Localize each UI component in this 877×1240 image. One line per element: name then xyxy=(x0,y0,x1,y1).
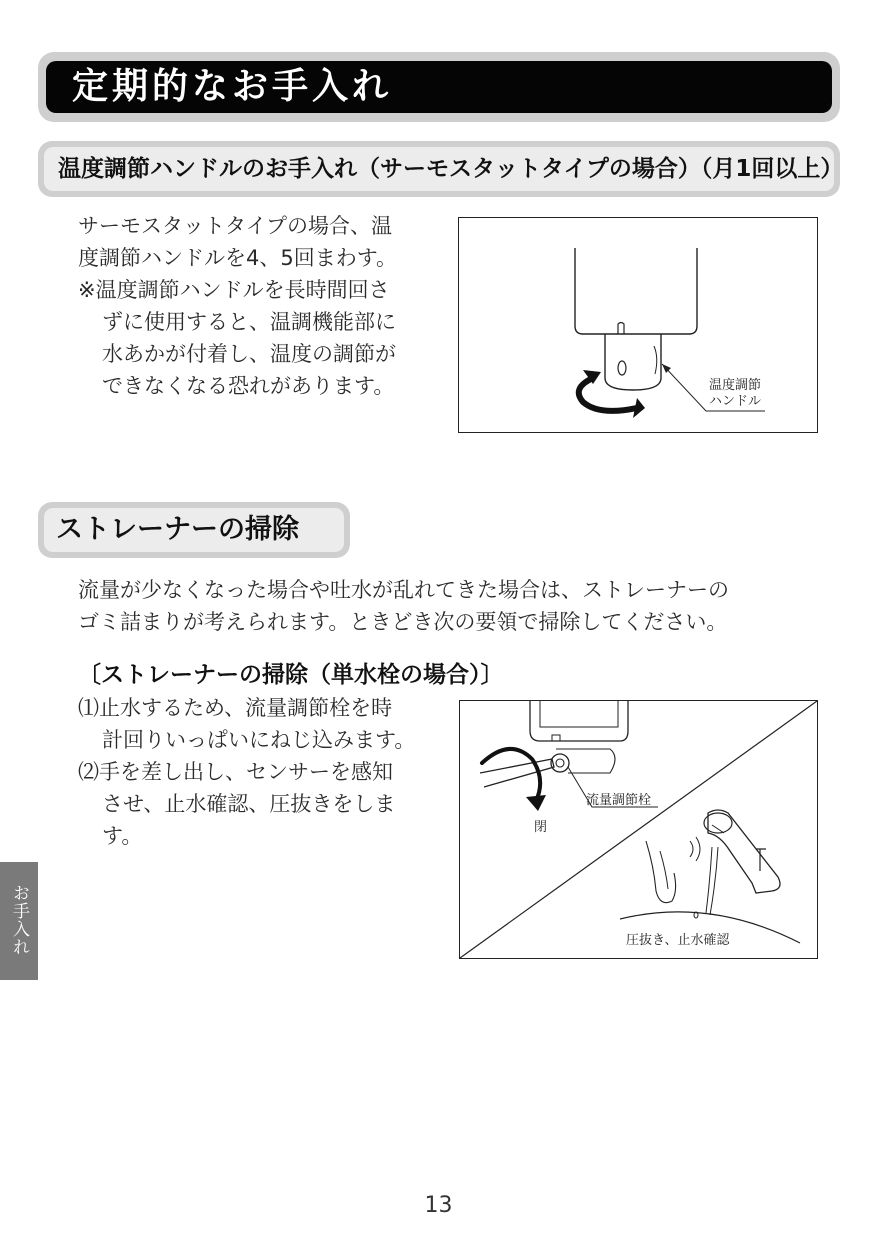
strainer-subheading: 〔ストレーナーの掃除（単水栓の場合）〕 xyxy=(78,662,504,688)
section-heading-strainer xyxy=(38,502,350,558)
page-title-background xyxy=(46,61,832,113)
thermostat-instructions xyxy=(78,210,397,402)
note-line: できなくなる恐れがあります。 xyxy=(102,374,395,398)
section-heading-text: ストレーナーの掃除 xyxy=(56,514,299,545)
step-line: ⑴止水するため、流量調節栓を時 xyxy=(78,696,393,720)
thermostat-handle-figure xyxy=(458,217,818,433)
strainer-intro xyxy=(78,574,729,638)
figure-label-pressure-check: 圧抜き、止水確認 xyxy=(626,933,730,948)
intro-line: ゴミ詰まりが考えられます。ときどき次の要領で掃除してください。 xyxy=(78,610,728,634)
section-heading-text: 温度調節ハンドルのお手入れ（サーモスタットタイプの場合）（月1回以上） xyxy=(58,156,844,182)
figure-label-handle-line1: 温度調節 xyxy=(709,378,762,393)
section-heading-background xyxy=(44,147,844,191)
step-line: ⑵手を差し出し、センサーを感知 xyxy=(78,760,393,784)
strainer-steps xyxy=(78,692,415,852)
step-line: させ、止水確認、圧抜きをしま xyxy=(102,792,396,816)
side-index-label: お手入れ xyxy=(9,884,29,956)
side-index-tab xyxy=(0,862,38,980)
instruction-line: サーモスタットタイプの場合、温 xyxy=(78,214,392,238)
note-line: ずに使用すると、温調機能部に xyxy=(102,310,396,334)
page-title: 定期的なお手入れ xyxy=(72,66,393,107)
figure-label-handle-line2: ハンドル xyxy=(709,394,762,409)
section-heading-thermostat xyxy=(38,141,844,197)
page-title-banner xyxy=(38,52,840,122)
step-line: 計回りいっぱいにねじ込みます。 xyxy=(102,728,416,752)
thermostat-handle-illustration xyxy=(459,218,817,432)
figure-label-valve: 流量調節栓 xyxy=(586,793,652,808)
instruction-line: 度調節ハンドルを4、5回まわす。 xyxy=(78,246,398,270)
step-line: す。 xyxy=(102,824,143,848)
page-number: 13 xyxy=(424,1193,453,1218)
note-line: ※温度調節ハンドルを長時間回さ xyxy=(78,278,390,302)
section-heading-background xyxy=(44,508,344,552)
strainer-figure xyxy=(459,700,818,959)
strainer-illustration xyxy=(460,701,817,958)
note-line: 水あかが付着し、温度の調節が xyxy=(102,342,396,366)
intro-line: 流量が少なくなった場合や吐水が乱れてきた場合は、ストレーナーの xyxy=(78,578,729,602)
figure-label-close: 閉 xyxy=(534,820,548,835)
